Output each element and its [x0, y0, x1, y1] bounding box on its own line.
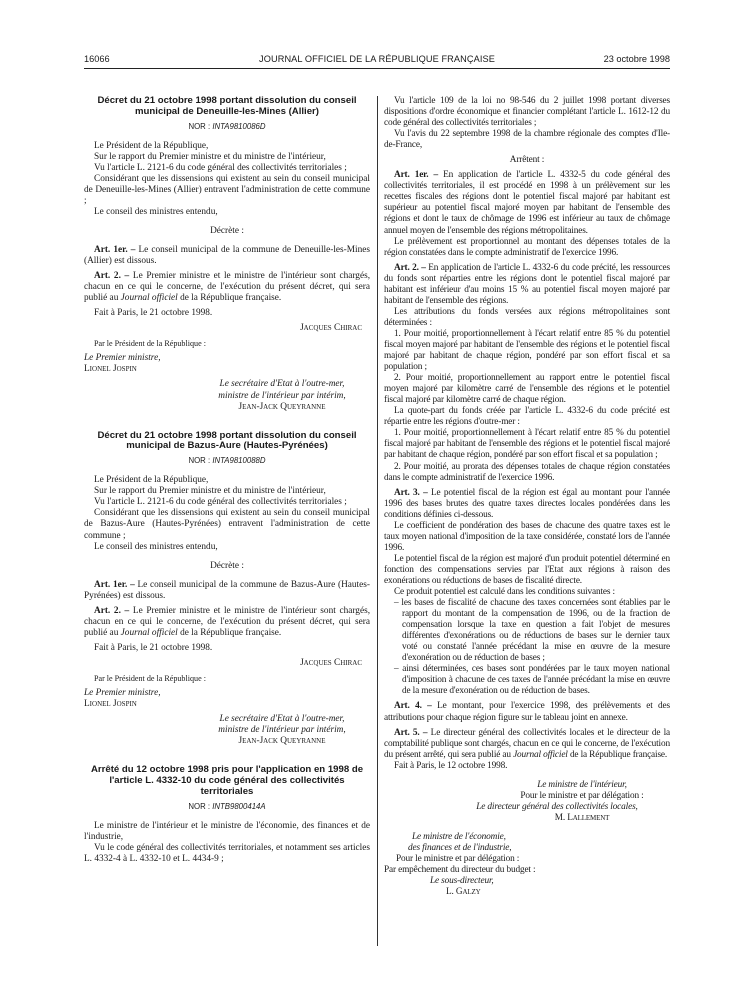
secretary-name: Jean-Jack Queyranne: [238, 401, 326, 412]
secretary-title-2: ministre de l'intérieur par intérim,: [218, 725, 346, 736]
article-3-para-3: Le potentiel fiscal de la région est majoré d'un produit potentiel déterminé en fonction des compensations servies par l'Etat aux régions à raison des exonérations ou réductions de bases de fiscalité directe.: [384, 553, 670, 586]
article-label: Art. 2. –: [94, 271, 130, 282]
secretary-title-1: Le secrétaire d'Etat à l'outre-mer,: [219, 714, 345, 725]
article-1: Art. 1er. – Le conseil municipal de la commune de Bazus-Aure (Hautes-Pyrénées) est dissous.: [84, 579, 370, 601]
article-3-bullet-1: – les bases de fiscalité de chacune des taxes concernées sont établies par le rapport du montant de la compensation de 1996, ou de la fraction de compensation lorsque la taxe en question a fait l'objet de mesures différentes d'exonérations ou de réductions de bases sur le dernier taux voté ou constaté l'année précédant la mise en œuvre de la mesure d'exonération ou de réduction de bases ;: [394, 598, 670, 664]
column-divider: [377, 96, 378, 946]
article-label: Art. 5. –: [394, 727, 428, 738]
article-label: Art. 2. –: [94, 605, 130, 616]
article-label: Art. 1er. –: [94, 245, 136, 256]
article-2: Art. 2. – En application de l'article L. 4332-6 du code précité, les ressources du fonds sont réparties entre les régions dont le potentiel fiscal majoré par habitant est inférieur d'au moins 15 % au potentiel fiscal moyen majoré par habitant de l'ensemble des régions.: [384, 262, 670, 306]
article-label: Art. 4. –: [394, 701, 432, 712]
pm-name: Lionel Jospin: [84, 364, 137, 375]
article-label: Art. 3. –: [394, 487, 428, 498]
nor-reference: NOR : INTA9810086D: [188, 121, 266, 131]
page-header: [84, 52, 670, 68]
article-2-para-5: La quote-part du fonds créée par l'article L. 4332-6 du code précité est répartie entre les régions d'outre-mer :: [384, 406, 670, 428]
article-2-para-3: 1. Pour moitié, proportionnellement à l'écart relatif entre 85 % du potentiel fiscal moyen majoré par habitant de l'ensemble des régions et le potentiel fiscal majoré par habitant de chaque région, pondéré par son effort fiscal et sa population ;: [384, 328, 670, 373]
article-2-para-7: 2. Pour moitié, au prorata des dépenses totales de chaque région constatées dans le compte administratif de l'exercice 1996.: [384, 461, 670, 483]
left-column: [84, 96, 370, 865]
arrete-title: Arrêté du 12 octobre 1998 pris pour l'application en 1998 de l'article L. 4332-10 du code général des collectivités territoriales: [90, 764, 364, 797]
preamble-president: Le Président de la République,: [94, 140, 209, 151]
preamble-conseil: Le conseil des ministres entendu,: [94, 206, 218, 217]
fait-a-paris: Fait à Paris, le 21 octobre 1998.: [94, 308, 213, 319]
preamble-rapport: Sur le rapport du Premier ministre et du ministre de l'intérieur,: [94, 151, 326, 162]
article-5: Art. 5. – Le directeur général des collectivités locales et le directeur de la comptabilité publique sont chargés, chacun en ce qui le concerne, de l'exécution du présent arrêté, qui sera publié au Journal officiel de la République française.: [384, 727, 670, 760]
right-column: [384, 96, 670, 898]
sig2-delegation: Pour le ministre et par délégation :: [396, 854, 520, 865]
article-2-para-4: 2. Pour moitié, proportionnellement au rapport entre le potentiel fiscal moyen majoré par kilomètre carré de l'ensemble des régions et le potentiel fiscal majoré par kilomètre carré de chaque région.: [384, 373, 670, 406]
preamble-vu-code: Vu le code général des collectivités territoriales, et notamment ses articles L. 4332-4 à L. 4332-10 et L. 4434-9 ;: [84, 842, 370, 864]
secretary-name: Jean-Jack Queyranne: [238, 736, 326, 747]
sig2-empechement: Par empêchement du directeur du budget :: [384, 865, 536, 876]
issue-date: 23 octobre 1998: [603, 54, 670, 64]
article-3-para-4: Ce produit potentiel est calculé dans les conditions suivantes :: [394, 587, 615, 598]
pm-title: Le Premier ministre,: [84, 688, 161, 699]
decree-deneuille: [84, 96, 370, 413]
preamble-vu-loi: Vu l'article 109 de la loi no 98-546 du 2 juillet 1998 portant diverses dispositions d'ordre économique et financier complétant l'article L. 1612-12 du code général des collectivités territoriales ;: [384, 96, 670, 129]
arretent-heading: Arrêtent :: [509, 155, 545, 166]
nor-code: INTB9800414A: [212, 801, 266, 811]
sig2-sous-directeur: Le sous-directeur,: [430, 876, 494, 887]
header-rule: [84, 68, 670, 69]
page-number: 16066: [84, 54, 110, 64]
preamble-considerant: Considérant que les dissensions qui existent au sein du conseil municipal de Bazus-Aure (Hautes-Pyrénées) entravent l'administration de cette commune ;: [84, 508, 370, 541]
nor-code: INTA9810086D: [212, 121, 266, 131]
sig1-name: M. Lallement: [554, 812, 610, 823]
sig2-name: L. Galzy: [446, 887, 481, 898]
signatory-president: Jacques Chirac: [300, 323, 362, 334]
par-le-president: Par le Président de la République :: [94, 673, 206, 683]
preamble-vu: Vu l'article L. 2121-6 du code général des collectivités territoriales ;: [94, 162, 347, 173]
fait-a-paris: Fait à Paris, le 12 octobre 1998.: [394, 760, 508, 771]
article-2-para-6: 1. Pour moitié, proportionnellement à l'écart relatif entre 85 % du potentiel fiscal majoré par habitant de l'ensemble des régions et le potentiel fiscal majoré par habitant de chaque région, pondéré par son effort fiscal et sa population ;: [384, 428, 670, 461]
decree-title: Décret du 21 octobre 1998 portant dissolution du conseil municipal de Bazus-Aure (Hautes-Pyrénées): [97, 429, 357, 452]
article-label: Art. 2. –: [394, 262, 426, 273]
article-2: Art. 2. – Le Premier ministre et le ministre de l'intérieur sont chargés, chacun en ce qui le concerne, de l'exécution du présent décret, qui sera publié au Journal officiel de la République française.: [84, 605, 371, 638]
preamble-considerant: Considérant que les dissensions qui existent au sein du conseil municipal de Deneuille-les-Mines (Allier) entravent l'administration de cette commune ;: [84, 173, 370, 206]
nor-reference: NOR : INTB9800414A: [188, 801, 266, 811]
secretary-title-2: ministre de l'intérieur par intérim,: [218, 390, 346, 401]
sig1-delegation: Pour le ministre et par délégation :: [520, 790, 644, 801]
article-1: Art. 1er. – Le conseil municipal de la commune de Deneuille-les-Mines (Allier) est dissous.: [84, 245, 370, 267]
preamble-president: Le Président de la République,: [94, 475, 209, 486]
article-3-para-2: Le coefficient de pondération des bases de chacune des quatre taxes est le taux moyen national d'imposition de la taxe considérée, constaté lors de l'année 1996.: [384, 520, 670, 553]
nor-reference: NOR : INTA9810088D: [188, 456, 266, 466]
preamble-rapport: Sur le rapport du Premier ministre et du ministre de l'intérieur,: [94, 486, 326, 497]
article-3-bullet-2: – ainsi déterminées, ces bases sont pondérées par le taux moyen national d'imposition à chacune de ces taxes de l'année précédant la mise en œuvre de la mesure d'exonération ou de réduction de bases.: [394, 664, 670, 697]
article-label: Art. 1er. –: [94, 579, 135, 590]
arrete-start: [84, 765, 370, 865]
article-4: Art. 4. – Le montant, pour l'exercice 1998, des prélèvements et des attributions pour chaque région figure sur le tableau joint en annexe.: [384, 701, 670, 723]
nor-code: INTA9810088D: [212, 456, 266, 466]
par-le-president: Par le Président de la République :: [94, 339, 206, 349]
sig1-title: Le ministre de l'intérieur,: [537, 779, 627, 790]
article-2: Art. 2. – Le Premier ministre et le ministre de l'intérieur sont chargés, chacun en ce qui le concerne, de l'exécution du présent décret, qui sera publié au Journal officiel de la République française.: [84, 271, 371, 304]
preamble-ministres: Le ministre de l'intérieur et le ministre de l'économie, des finances et de l'industrie,: [84, 820, 370, 842]
decrete-heading: Décrète :: [210, 560, 244, 571]
preamble-conseil: Le conseil des ministres entendu,: [94, 541, 218, 552]
article-3: Art. 3. – Le potentiel fiscal de la région est égal au montant pour l'année 1996 des bases brutes des quatre taxes directes locales pondérées dans les conditions définies ci-dessous.: [384, 487, 670, 520]
article-2-para-2: Les attributions du fonds versées aux régions métropolitaines sont déterminées :: [384, 306, 670, 328]
sig2-title-1: Le ministre de l'économie,: [412, 831, 506, 842]
article-label: Art. 1er. –: [394, 170, 439, 181]
pm-title: Le Premier ministre,: [84, 353, 161, 364]
pm-name: Lionel Jospin: [84, 699, 137, 710]
article-1: Art. 1er. – En application de l'article L. 4332-5 du code général des collectivités territoriales, il est procédé en 1998 à un prélèvement sur les recettes fiscales des régions dont le potentiel fiscal majoré par habitant est supérieur au potentiel fiscal majoré moyen par habitant de l'ensemble des régions et dont le taux de chômage de 1996 est inférieur au taux de chômage annuel moyen de l'ensemble des régions métropolitaines.: [384, 170, 671, 236]
article-1-para-2: Le prélèvement est proportionnel au montant des dépenses totales de la région constatées dans le compte administratif de l'exercice 1996.: [384, 236, 670, 258]
sig2-title-2: des finances et de l'industrie,: [408, 843, 512, 853]
journal-title: JOURNAL OFFICIEL DE LA RÉPUBLIQUE FRANÇAISE: [259, 54, 495, 64]
sig1-directeur: Le directeur général des collectivités locales,: [476, 801, 638, 812]
secretary-title-1: Le secrétaire d'Etat à l'outre-mer,: [219, 379, 345, 390]
fait-a-paris: Fait à Paris, le 21 octobre 1998.: [94, 642, 213, 653]
decrete-heading: Décrète :: [210, 225, 244, 236]
decree-bazus-aure: [84, 431, 370, 748]
preamble-vu-avis: Vu l'avis du 22 septembre 1998 de la chambre régionale des comptes d'Ile-de-France,: [384, 129, 670, 151]
signatory-president: Jacques Chirac: [300, 657, 362, 668]
decree-title: Décret du 21 octobre 1998 portant dissolution du conseil municipal de Deneuille-les-Mines (Allier): [97, 95, 357, 117]
preamble-vu: Vu l'article L. 2121-6 du code général des collectivités territoriales ;: [94, 497, 347, 508]
